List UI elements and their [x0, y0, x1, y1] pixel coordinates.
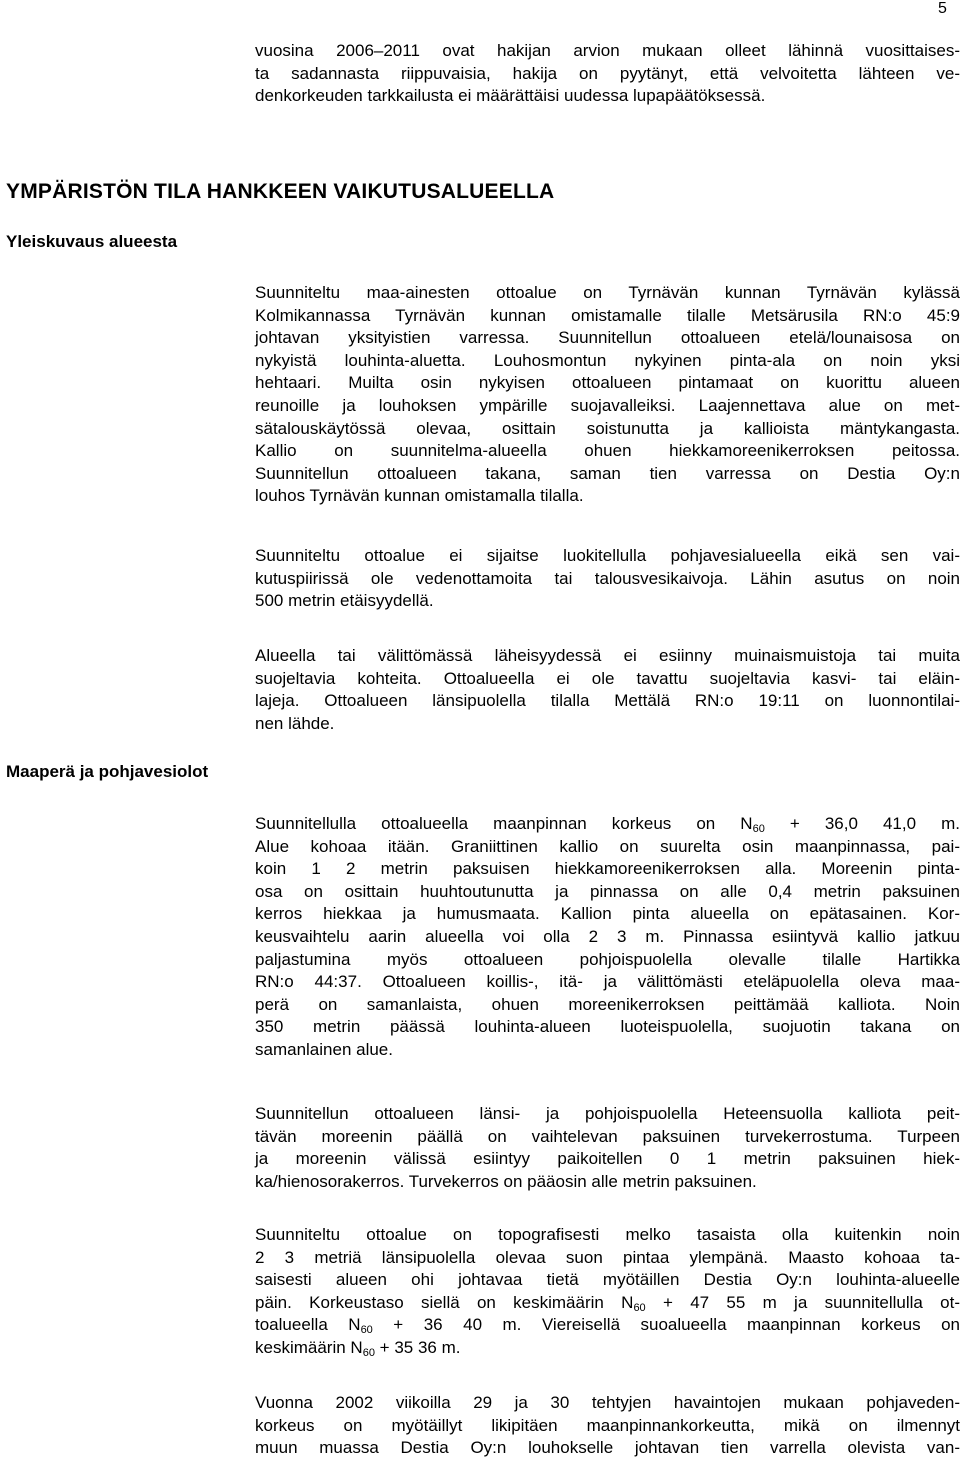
soil1rest-line: koin 1 2 metrin paksuisen hiekkamoreenikerroksen alla. Moreenin pinta-	[255, 859, 960, 879]
soil-paragraph-3	[255, 1224, 960, 1360]
soil2-line: ja moreenin välissä esiintyy paikoitellen 0 1 metrin paksuinen hiek-	[255, 1149, 960, 1169]
subscript: 60	[752, 823, 765, 835]
soil1rest-line: kerros hiekkaa ja humusmaata. Kallion pinta alueella on epätasainen. Kor-	[255, 904, 960, 924]
ov3-line: lajeja. Ottoalueen länsipuolella tilalla Mettälä RN:o 19:11 on luonnontilai-	[255, 691, 960, 711]
soil2-line: Suunnitellun ottoalueen länsi- ja pohjoispuolella Heteensuolla kalliota peit-	[255, 1104, 960, 1123]
ov1-line: sätalouskäytössä olevaa, osittain soistunutta ja kallioista mäntykangasta.	[255, 418, 960, 438]
text-run: + 36 40 m. Viereisellä suoalueella maanpinnan korkeus on	[372, 1315, 960, 1335]
section-title: YMPÄRISTÖN TILA HANKKEEN VAIKUTUSALUEELLA	[6, 180, 555, 203]
soil-paragraph-4	[255, 1392, 960, 1460]
soil4-line: korkeus on myötäillyt likipitäen maanpinnankorkeutta, mikä on ilmennyt	[255, 1415, 960, 1435]
ov1-line: johtavan yksityistien varressa. Suunnitellun ottoalueen etelä/lounaisosa on	[255, 328, 960, 348]
ov1-line: nykyistä louhinta-aluetta. Louhosmontun nykyinen pinta-ala on noin yksi	[255, 350, 960, 370]
soil-paragraph-1	[255, 813, 960, 1062]
subscript: 60	[633, 1301, 646, 1314]
soil1rest-line: osa on osittain huuhtoutunutta ja pinnassa on alle 0,4 metrin paksuinen	[255, 881, 960, 901]
overview-paragraph-1	[255, 282, 960, 508]
soil2-line: tävän moreenin päällä on vaihtelevan paksuinen turvekerrostuma. Turpeen	[255, 1126, 960, 1146]
soil1rest-line: perä on samanlaista, ohuen moreenikerroksen peittämää kalliota. Noin	[255, 994, 960, 1014]
ov3-line: nen lähde.	[255, 713, 335, 733]
intro-line: denkorkeuden tarkkailusta ei määrättäisi uudessa lupapäätöksessä.	[255, 86, 766, 106]
soil-paragraph-3-line	[255, 1292, 960, 1315]
overview-paragraph-2	[255, 545, 960, 613]
intro-line: vuosina 2006–2011 ovat hakijan arvion mukaan olleet lähinnä vuosittaises-	[255, 41, 960, 60]
ov2-line: 500 metrin etäisyydellä.	[255, 591, 434, 611]
text-run: päin. Korkeustaso siellä on keskimäärin N	[255, 1292, 634, 1312]
page-number: 5	[938, 0, 947, 17]
intro-paragraph	[255, 40, 960, 108]
soil-paragraph-3-line: Suunniteltu ottoalue on topografisesti melko tasaista olla kuitenkin noin	[255, 1225, 960, 1244]
soil2-line: ka/hienosorakerros. Turvekerros on pääosin alle metrin paksuinen.	[255, 1171, 757, 1191]
soil1rest-line: paljastumina myös ottoalueen pohjoispuolella olevalle tilalle Hartikka	[255, 949, 960, 969]
soil-paragraph-3-line: 2 3 metriä länsipuolella olevaa suon pintaa ylempänä. Maasto kohoaa ta-	[255, 1247, 960, 1267]
ov1-line: reunoille ja louhoksen ympärille suojavalleiksi. Laajennettava alue on met-	[255, 395, 960, 415]
text-run: Suunnitellulla ottoalueella maanpinnan korkeus on N	[255, 814, 753, 833]
text-run: toalueella N	[255, 1315, 361, 1335]
text-run: + 47 55 m ja suunnitellulla ot-	[645, 1292, 960, 1312]
soil-paragraph-1-line	[255, 813, 960, 836]
subheading-soil: Maaperä ja pohjavesiolot	[6, 762, 209, 781]
subscript: 60	[362, 1346, 375, 1359]
ov2-line: kutuspiirissä ole vedenottamoita tai talousvesikaivoja. Lähin asutus on noin	[255, 568, 960, 588]
soil-paragraph-3-line	[255, 1337, 960, 1360]
soil-paragraph-3-line	[255, 1314, 960, 1337]
ov1-line: Kolmikannassa Tyrnävän kunnan omistamalle tilalle Metsärusila RN:o 45:9	[255, 305, 960, 325]
soil1rest-line: keusvaihtelu aarin alueella voi olla 2 3 m. Pinnassa esiintyvä kallio jatkuu	[255, 926, 960, 946]
ov1-line: louhos Tyrnävän kunnan omistamalla tilalla.	[255, 486, 584, 506]
soil-paragraph-3-line: saisesti alueen ohi johtavaa tietä myötäillen Destia Oy:n louhinta-alueelle	[255, 1270, 960, 1290]
overview-paragraph-3	[255, 645, 960, 735]
ov2-line: Suunniteltu ottoalue ei sijaitse luokitellulla pohjavesialueella eikä sen vai-	[255, 546, 960, 565]
ov1-line: Suunniteltu maa-ainesten ottoalue on Tyrnävän kunnan Tyrnävän kylässä	[255, 283, 960, 302]
subheading-overview: Yleiskuvaus alueesta	[6, 232, 178, 251]
soil1rest-line: Alue kohoaa itään. Graniittinen kallio on suurelta osin maanpinnassa, pai-	[255, 836, 960, 856]
ov1-line: Kallio on suunnitelma-alueella ohuen hiekkamoreenikerroksen peitossa.	[255, 441, 960, 461]
soil4-line: muun muassa Destia Oy:n louhokselle johtavan tien varrella olevista van-	[255, 1438, 960, 1458]
ov3-line: Alueella tai välittömässä läheisyydessä ei esiinny muinaismuistoja tai muita	[255, 646, 960, 665]
soil1rest-line: RN:o 44:37. Ottoalueen koillis-, itä- ja välittömästi eteläpuolella oleva maa-	[255, 972, 960, 992]
soil4-line: Vuonna 2002 viikoilla 29 ja 30 tehtyjen havaintojen mukaan pohjaveden-	[255, 1393, 960, 1412]
intro-line: ta sadannasta riippuvaisia, hakija on pyytänyt, että velvoitetta lähteen ve-	[255, 63, 960, 83]
text-run: keskimäärin N	[255, 1337, 363, 1357]
ov1-line: hehtaari. Muilta osin nykyisen ottoalueen pintamaat on kuorittu alueen	[255, 373, 960, 393]
ov3-line: suojeltavia kohteita. Ottoalueella ei ole tavattu suojeltavia kasvi- tai eläin-	[255, 668, 960, 688]
soil1rest-line: 350 metrin päässä louhinta-alueen luoteispuolella, suojuotin takana on	[255, 1017, 960, 1037]
ov1-line: Suunnitellun ottoalueen takana, saman tien varressa on Destia Oy:n	[255, 463, 960, 483]
subscript: 60	[360, 1324, 373, 1337]
soil-paragraph-2	[255, 1103, 960, 1193]
soil1rest-line: samanlainen alue.	[255, 1039, 393, 1059]
text-run: + 36,0 41,0 m.	[764, 814, 960, 833]
text-run: + 35 36 m.	[374, 1337, 461, 1357]
